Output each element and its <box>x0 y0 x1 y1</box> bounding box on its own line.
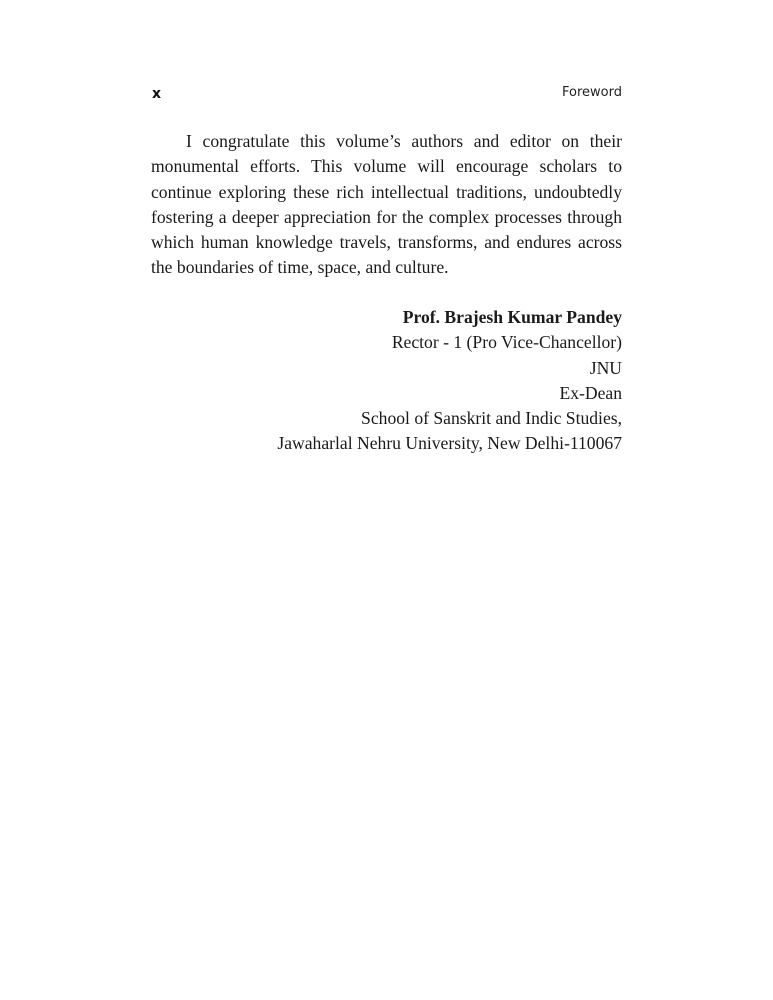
signatory-address: Jawaharlal Nehru University, New Delhi-110067 <box>277 433 622 454</box>
paragraph-text: I congratulate this volume’s authors and editor on their monumental efforts. This volume will encourage scholars to continue exploring these rich intellectual traditions, undoubtedly fostering a deeper appreciation for the complex processes through which human knowledge travels, transforms, and endures across the boundaries of time, space, and culture. <box>151 131 622 278</box>
signatory-institution-short: JNU <box>589 357 622 378</box>
signature-block <box>277 305 622 457</box>
foreword-paragraph <box>151 129 622 281</box>
signatory-title: Rector - 1 (Pro Vice-Chancellor) <box>391 332 622 353</box>
signatory-former-title: Ex-Dean <box>559 382 622 403</box>
signatory-school: School of Sanskrit and Indic Studies, <box>361 408 622 429</box>
page-number: x <box>152 86 162 102</box>
running-head: Foreword <box>562 85 622 100</box>
signatory-name: Prof. Brajesh Kumar Pandey <box>402 307 622 327</box>
